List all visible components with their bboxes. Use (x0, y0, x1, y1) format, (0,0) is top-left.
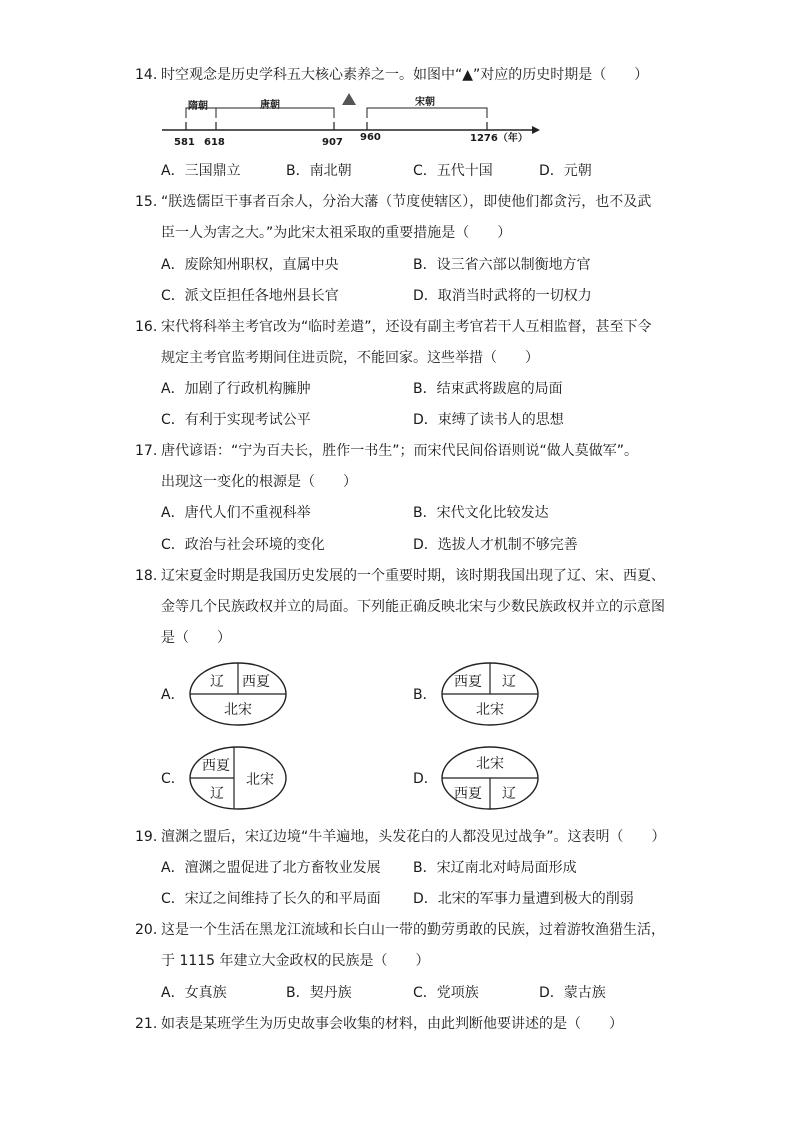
q15-option-b: B．设三省六部以制衡地方官 (413, 257, 591, 273)
question-stem-line-2: 出现这一变化的根源是（ ） (161, 474, 357, 490)
question-stem-line-2: 金等几个民族政权并立的局面。下列能正确反映北宋与少数民族政权并立的示意图 (161, 599, 665, 615)
q18-diagram-d (440, 745, 540, 811)
q18-diagram-c (188, 745, 288, 811)
question-number: 18. (135, 568, 158, 584)
question-stem-line-2: 规定主考官监考期间住进贡院，不能回家。这些举措（ ） (161, 350, 539, 366)
question-stem-line-1: “朕选儒臣干事者百余人，分治大藩（节度使辖区），即使他们都贪污，也不及武 (161, 194, 652, 210)
q16-option-d: D．束缚了读书人的思想 (413, 412, 564, 428)
question-number: 16. (135, 319, 158, 335)
q20-option-d: D．蒙古族 (539, 985, 606, 1001)
timeline-year-960: 960 (360, 132, 381, 143)
region-xixia: 西夏 (242, 674, 270, 690)
question-stem: 如表是某班学生为历史故事会收集的材料，由此判断他要讲述的是（ ） (161, 1016, 623, 1032)
question-stem-line-1: 辽宋夏金时期是我国历史发展的一个重要时期，该时期我国出现了辽、宋、西夏、 (161, 568, 665, 584)
q20-option-b: B．契丹族 (286, 985, 352, 1001)
q18-option-a-letter: A． (161, 687, 185, 703)
q14-option-d: D．元朝 (539, 163, 592, 179)
q18-option-b-letter: B． (413, 687, 437, 703)
q19-option-a: A．澶渊之盟促进了北方畜牧业发展 (161, 860, 381, 876)
timeline-year-1276: 1276（年） (470, 133, 528, 144)
timeline-label-song: 宋朝 (415, 97, 435, 108)
q16-option-a: A．加剧了行政机构臃肿 (161, 381, 311, 397)
question-number: 20. (135, 922, 158, 938)
region-liao: 辽 (502, 786, 516, 802)
q15-option-a: A．废除知州职权，直属中央 (161, 257, 339, 273)
region-beisong: 北宋 (476, 756, 504, 772)
q17-option-c: C．政治与社会环境的变化 (161, 537, 325, 553)
region-liao: 辽 (502, 674, 516, 690)
q18-diagram-a (188, 661, 288, 727)
question-number: 21. (135, 1016, 158, 1032)
q14-option-b: B．南北朝 (286, 163, 352, 179)
q18-diagram-b (440, 661, 540, 727)
q15-option-c: C．派文臣担任各地州县长官 (161, 288, 339, 304)
q19-option-d: D．北宋的军事力量遭到极大的削弱 (413, 891, 634, 907)
q17-option-a: A．唐代人们不重视科举 (161, 505, 311, 521)
question-stem: 澶渊之盟后，宋辽边境“牛羊遍地，头发花白的人都没见过战争”。这表明（ ） (161, 829, 666, 845)
question-stem-line-1: 这是一个生活在黑龙江流域和长白山一带的勤劳勇敢的民族，过着游牧渔猎生活， (161, 922, 665, 938)
question-stem-line-2: 臣一人为害之大。”为此宋太祖采取的重要措施是（ ） (161, 225, 512, 241)
q16-option-b: B．结束武将跋扈的局面 (413, 381, 563, 397)
region-xixia: 西夏 (454, 674, 482, 690)
timeline-year-581: 581 (174, 137, 195, 148)
timeline-diagram (160, 88, 540, 150)
q19-option-c: C．宋辽之间维持了长久的和平局面 (161, 891, 381, 907)
question-stem: 时空观念是历史学科五大核心素养之一。如图中“▲”对应的历史时期是（ ） (161, 67, 649, 83)
question-number: 14. (135, 67, 158, 83)
region-beisong: 北宋 (476, 702, 504, 718)
region-beisong: 北宋 (246, 772, 274, 788)
q20-option-c: C．党项族 (413, 985, 479, 1001)
region-liao: 辽 (210, 674, 224, 690)
q18-option-d-letter: D． (413, 771, 438, 787)
q14-option-a: A．三国鼎立 (161, 163, 241, 179)
q18-option-c-letter: C． (161, 771, 185, 787)
question-stem-line-1: 宋代将科举主考官改为“临时差遣”，还设有副主考官若干人互相监督，甚至下令 (161, 319, 652, 335)
q16-option-c: C．有利于实现考试公平 (161, 412, 311, 428)
question-number: 15. (135, 194, 158, 210)
q17-option-d: D．选拔人才机制不够完善 (413, 537, 578, 553)
q17-option-b: B．宋代文化比较发达 (413, 505, 549, 521)
question-number: 17. (135, 443, 158, 459)
q14-option-c: C．五代十国 (413, 163, 493, 179)
region-xixia: 西夏 (454, 786, 482, 802)
question-stem-line-3: 是（ ） (161, 630, 231, 646)
question-stem-line-1: 唐代谚语：“宁为百夫长，胜作一书生”；而宋代民间俗语则说“做人莫做军”。 (161, 443, 639, 459)
q19-option-b: B．宋辽南北对峙局面形成 (413, 860, 577, 876)
question-stem-line-2: 于 1115 年建立大金政权的民族是（ ） (161, 953, 430, 969)
region-liao: 辽 (210, 786, 224, 802)
timeline-label-sui: 隋朝 (188, 101, 208, 112)
timeline-year-618: 618 (204, 137, 225, 148)
timeline-year-907: 907 (322, 137, 343, 148)
region-beisong: 北宋 (224, 702, 252, 718)
question-number: 19. (135, 829, 158, 845)
q15-option-d: D．取消当时武将的一切权力 (413, 288, 592, 304)
timeline-label-tang: 唐朝 (260, 100, 280, 111)
q20-option-a: A．女真族 (161, 985, 227, 1001)
region-xixia: 西夏 (202, 758, 230, 774)
